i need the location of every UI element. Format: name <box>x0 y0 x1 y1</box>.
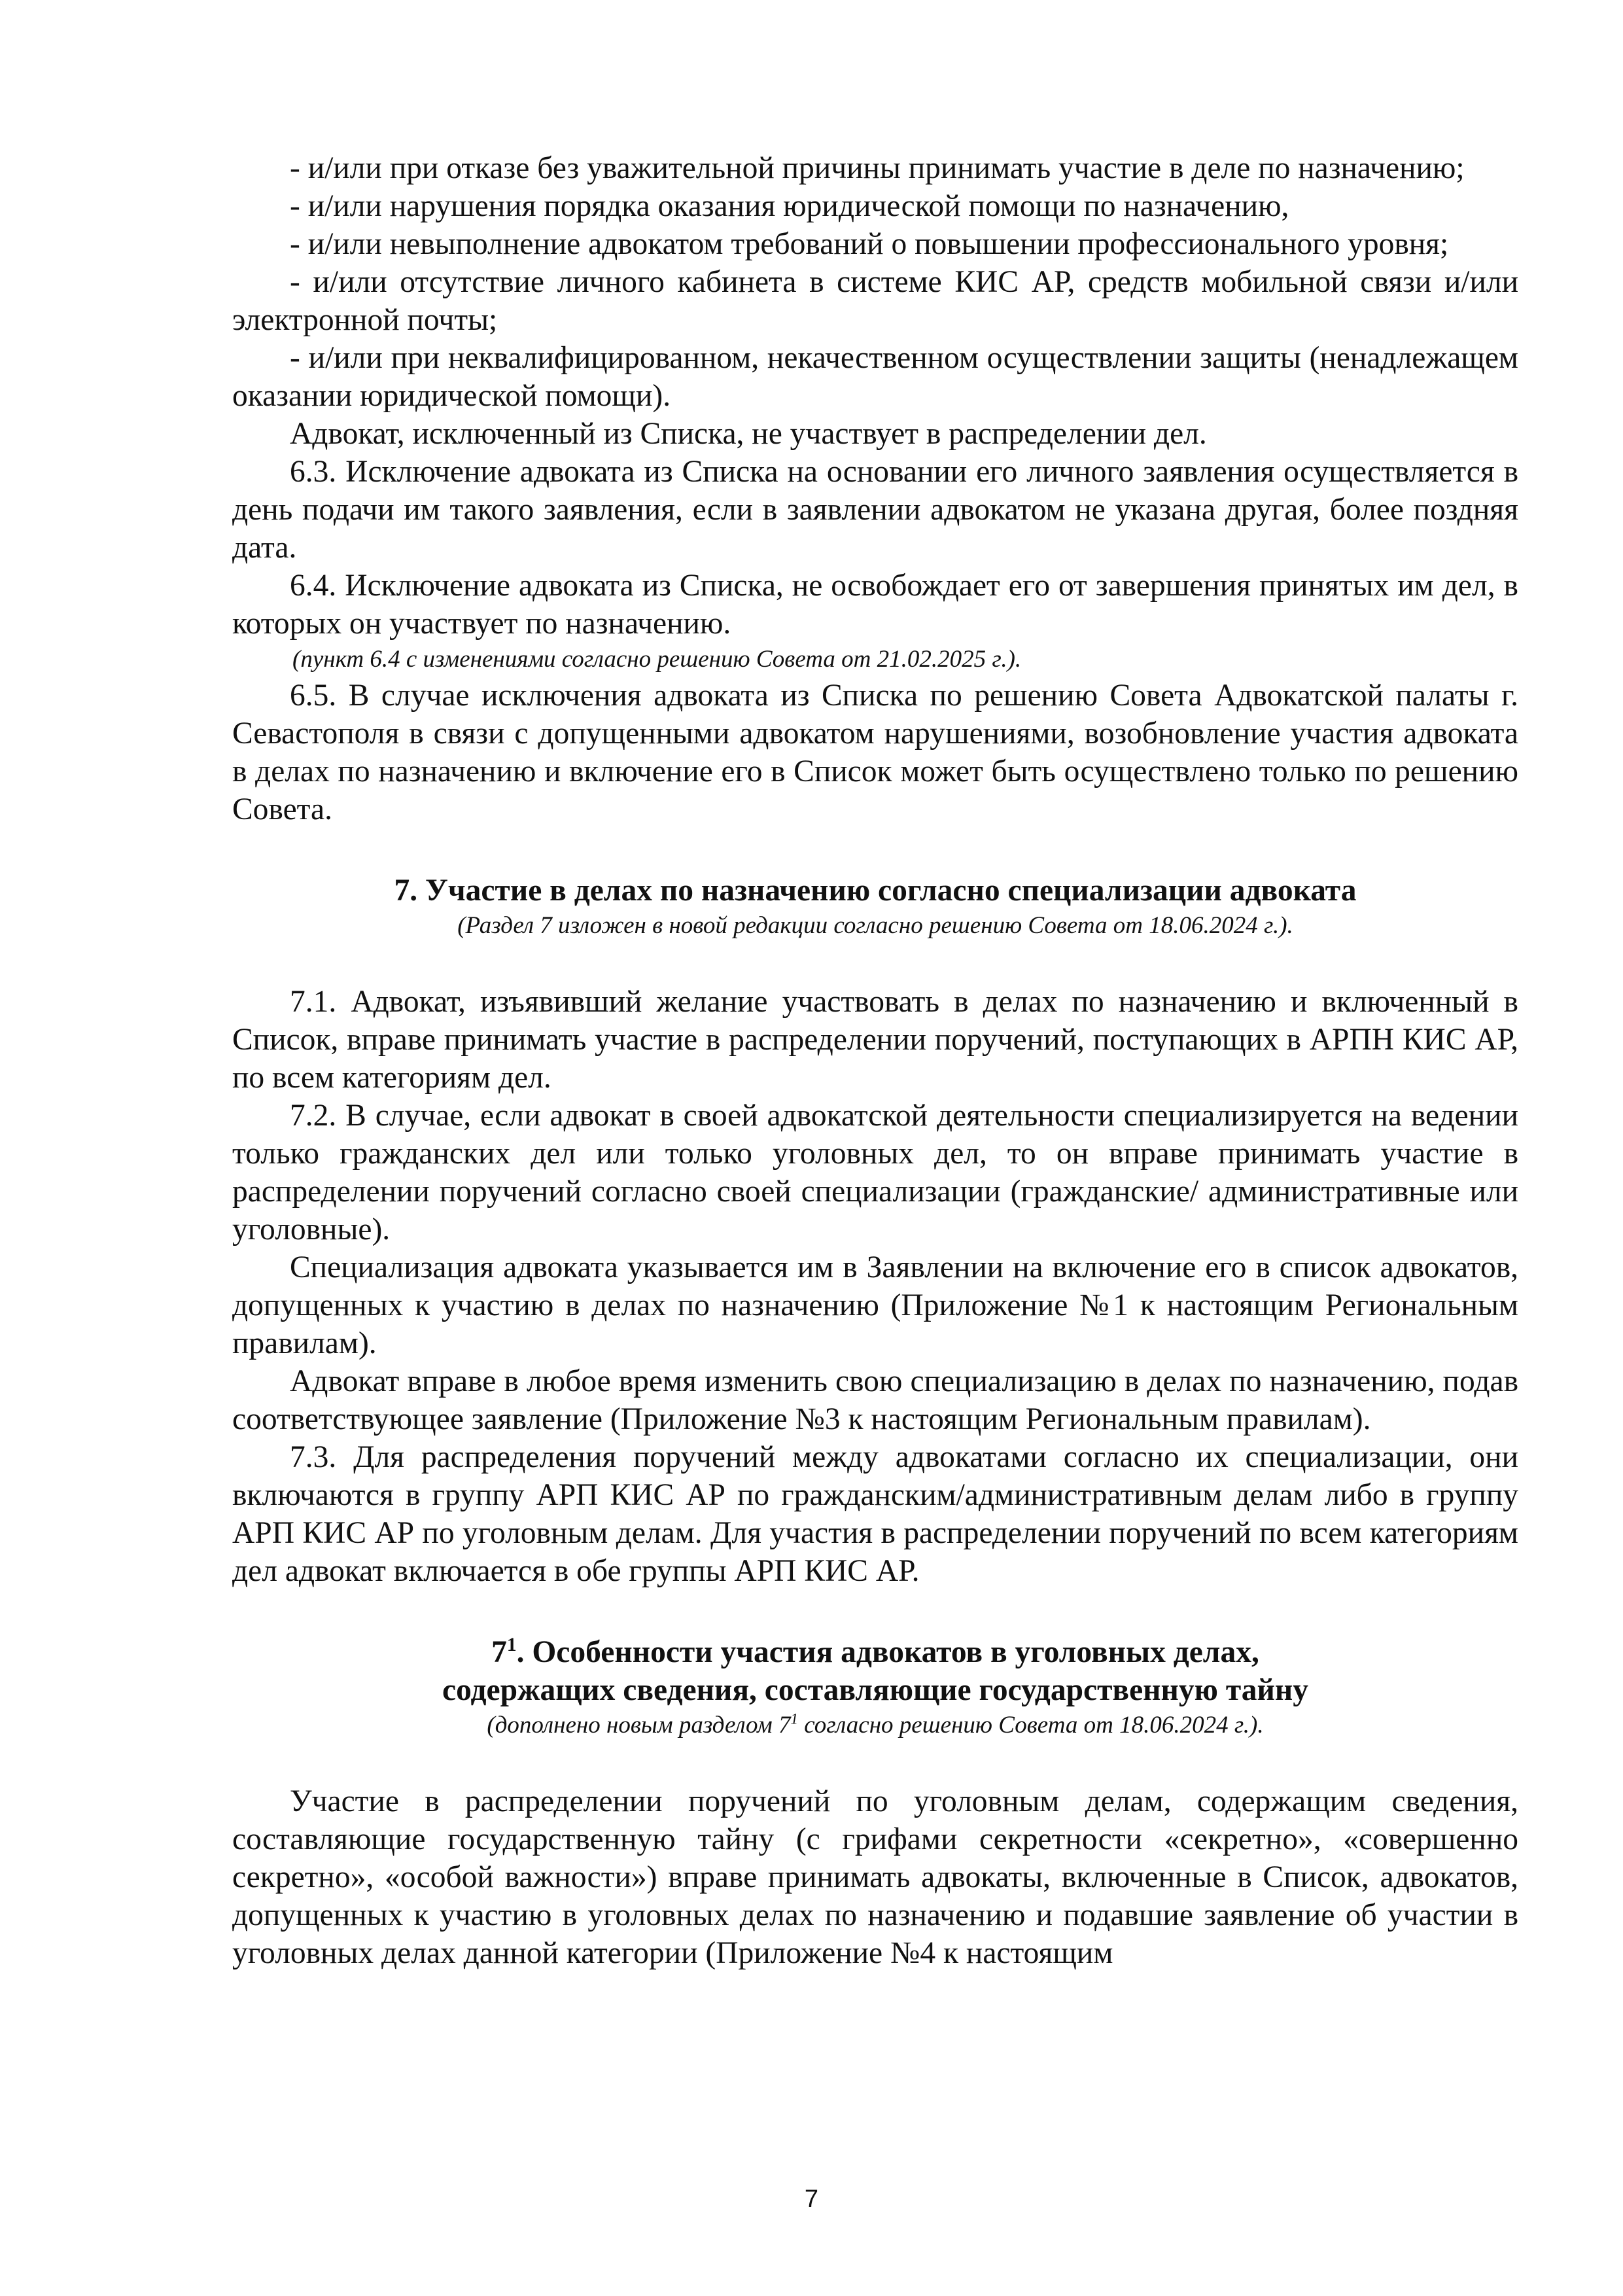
paragraph-unqualified-defense: - и/или при неквалифицированном, некачественном осуществлении защиты (ненадлежащем оказании юридической помощи). <box>232 341 1518 413</box>
paragraph-no-cabinet: - и/или отсутствие личного кабинета в системе КИС АР, средств мобильной связи и/или электронной почты; <box>232 265 1518 337</box>
page-number: 7 <box>804 2185 819 2213</box>
section-7-1-title-line2: содержащих сведения, составляющие государственную тайну <box>442 1673 1308 1707</box>
paragraph-7-2: 7.2. В случае, если адвокат в своей адвокатской деятельности специализируется на ведении только гражданских дел или только уголовных дел, то он вправе принимать участие в распределении поручений согласно своей специализации (гражданские/ административные или уголовные). <box>232 1099 1518 1246</box>
paragraph-6-3: 6.3. Исключение адвоката из Списка на основании его личного заявления осуществляется в день подачи им такого заявления, если в заявлении адвокатом не указана другая, более поздняя дата. <box>232 455 1518 565</box>
paragraph-excluded-lawyer: Адвокат, исключенный из Списка, не участвует в распределении дел. <box>290 417 1207 451</box>
section-7-1-note <box>232 1709 1518 1742</box>
note-6-4: (пункт 6.4 с изменениями согласно решению Совета от 21.02.2025 г.). <box>292 646 1022 673</box>
section-7-title: 7. Участие в делах по назначению согласно специализации адвоката <box>394 874 1357 908</box>
document-body <box>232 149 1518 1972</box>
paragraph-6-4: 6.4. Исключение адвоката из Списка, не освобождает его от завершения принятых им дел, в которых он участвует по назначению. <box>232 569 1518 641</box>
paragraph-specialization: Специализация адвоката указывается им в Заявлении на включение его в список адвокатов, допущенных к участию в делах по назначению (Приложение №1 к настоящим Региональным правилам). <box>232 1250 1518 1360</box>
section-7-1-title <box>232 1633 1518 1709</box>
paragraph-qualification: - и/или невыполнение адвокатом требований о повышении профессионального уровня; <box>290 227 1449 261</box>
section-7-note: (Раздел 7 изложен в новой редакции согласно решению Совета от 18.06.2024 г.). <box>457 912 1293 939</box>
paragraph-violation-order: - и/или нарушения порядка оказания юридической помощи по назначению, <box>290 189 1289 223</box>
section-7-1-title-line1 <box>232 1633 1518 1671</box>
section-7-1-note-suffix: согласно решению Совета от 18.06.2024 г.). <box>797 1712 1264 1739</box>
paragraph-state-secret: Участие в распределении поручений по уголовным делам, содержащим сведения, составляющие государственную тайну (с грифами секретности «секретно», «совершенно секретно», «особой важности») вправе принимать адвокаты, включенные в Список, адвокатов, допущенных к участию в уголовных делах по назначению и подавшие заявление об участии в уголовных делах данной категории (Приложение №4 к настоящим <box>232 1784 1518 1970</box>
paragraph-change-specialization: Адвокат вправе в любое время изменить свою специализацию в делах по назначению, подав соответствующее заявление (Приложение №3 к настоящим Региональным правилам). <box>232 1364 1518 1436</box>
section-7-1-note-prefix: (дополнено новым разделом 7 <box>487 1712 791 1739</box>
paragraph-refusal: - и/или при отказе без уважительной причины принимать участие в деле по назначению; <box>290 151 1465 185</box>
paragraph-6-5: 6.5. В случае исключения адвоката из Списка по решению Совета Адвокатской палаты г. Севастополя в связи с допущенными адвокатом нарушениями, возобновление участия адвоката в делах по назначению и включение его в Список может быть осуществлено только по решению Совета. <box>232 679 1518 826</box>
section-7-1-note-superscript: 1 <box>790 1710 798 1727</box>
section-7-1-title-text: . Особенности участия адвокатов в уголовных делах, <box>516 1635 1259 1669</box>
section-7-1-number: 7 <box>491 1635 507 1669</box>
section-7-1-superscript: 1 <box>506 1634 517 1656</box>
paragraph-7-3: 7.3. Для распределения поручений между адвокатами согласно их специализации, они включаются в группу АРП КИС АР по гражданским/административным делам либо в группу АРП КИС АР по уголовным делам. Для участия в распределении поручений по всем категориям дел адвокат включается в обе группы АРП КИС АР. <box>232 1440 1518 1588</box>
paragraph-7-1: 7.1. Адвокат, изъявивший желание участвовать в делах по назначению и включенный в Список, вправе принимать участие в распределении поручений, поступающих в АРПН КИС АР, по всем категориям дел. <box>232 985 1518 1095</box>
